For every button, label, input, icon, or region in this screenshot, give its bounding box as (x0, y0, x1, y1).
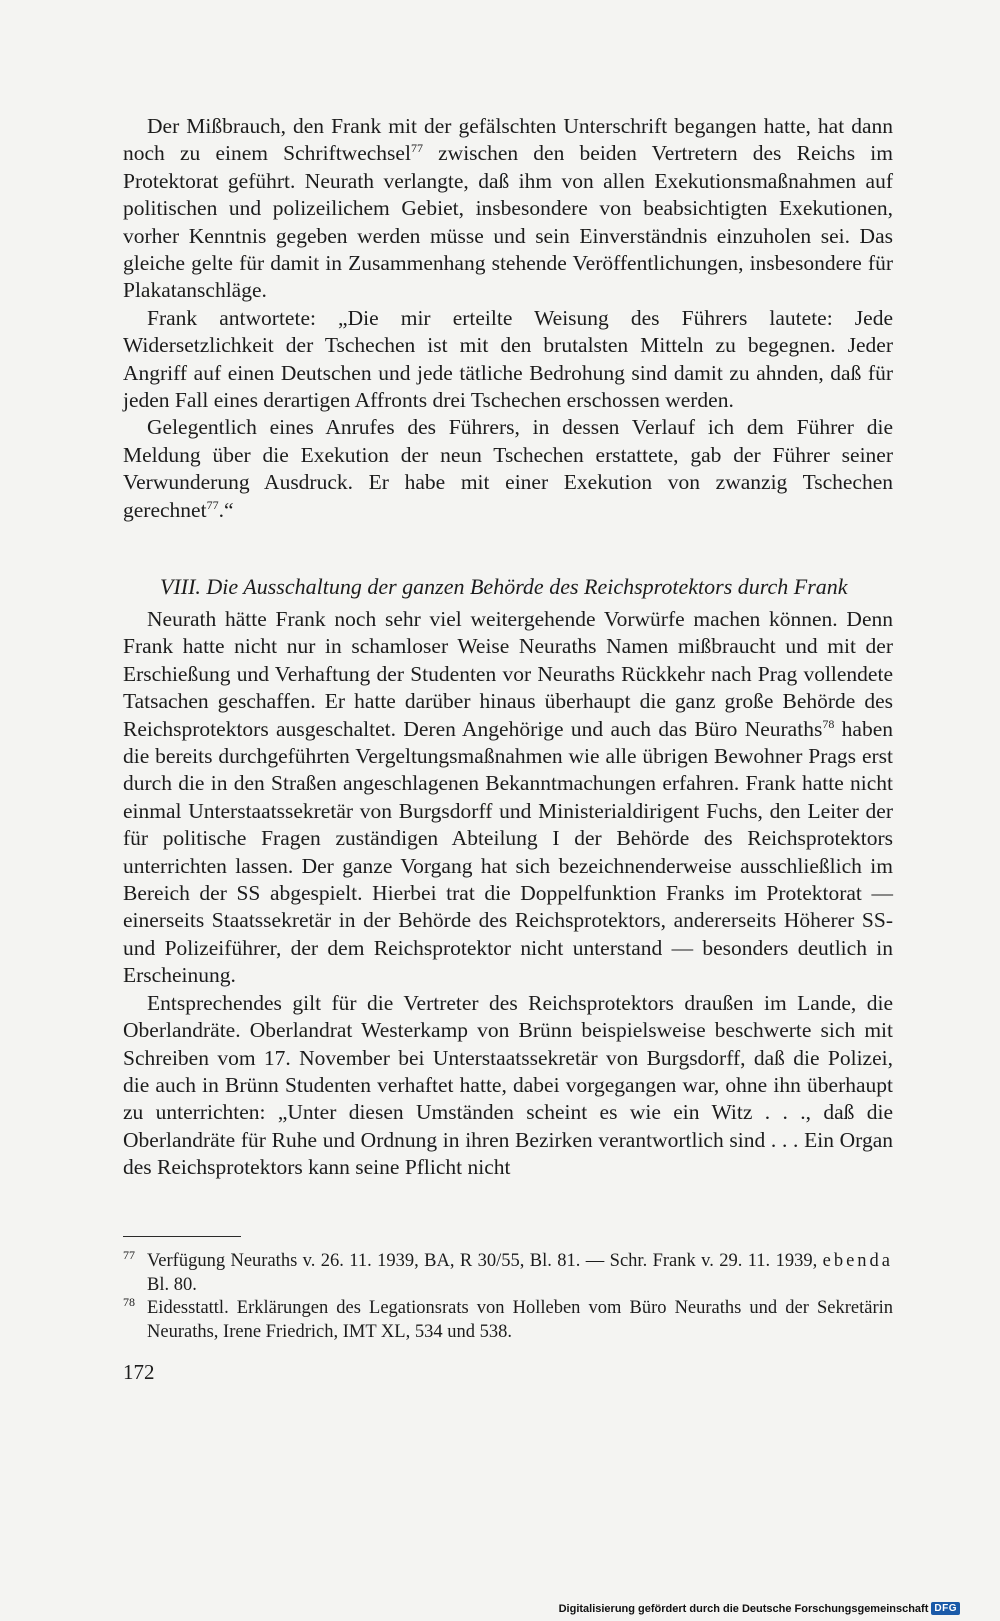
dfg-logo: DFG (931, 1602, 960, 1615)
paragraph: Der Mißbrauch, den Frank mit der gefälschten Unterschrift begangen hatte, hat dann noch zu einem Schriftwechsel$^{77}$ zwischen den beiden Vertretern des Reichs im Protektorat geführt. Neurath verlangte, daß ihm von allen Exekutionsmaßnahmen auf politischen und polizeilichem Gebiet, insbesondere von beabsichtigten Exekutionen, vorher Kenntnis gegeben werden müsse und sein Einverständnis einzuholen sei. Das gleiche gelte für damit in Zusammenhang stehende Veröffentlichungen, insbesondere für Plakatanschläge. (123, 114, 893, 303)
footnote-ref[interactable]: 77 (206, 497, 219, 512)
body-text-top (123, 113, 893, 524)
footnote-ref[interactable]: 77 (410, 141, 423, 156)
paragraph: Entsprechendes gilt für die Vertreter des Reichsprotektors draußen im Lande, die Oberlandräte. Oberlandrat Westerkamp von Brünn beispielsweise beschwerte sich mit Schreiben vom 17. November bei Unterstaatssekretär von Burgsdorff, daß die Polizei, die auch in Brünn Studenten verhaftet hatte, dabei vorgegangen war, ohne ihn überhaupt zu unterrichten: „Unter diesen Umständen scheint es wie ein Witz . . ., daß die Oberlandräte für Ruhe und Ordnung in ihren Bezirken verantwortlich sind . . . Ein Organ des Reichsprotektors kann seine Pflicht nicht (123, 990, 893, 1180)
section-heading: VIII. Die Ausschaltung der ganzen Behörde des Reichsprotektors durch Frank (160, 574, 848, 599)
paragraph: Frank antwortete: „Die mir erteilte Weisung des Führers lautete: Jede Widersetzlichkeit der Tschechen ist mit den brutalsten Mitteln zu begegnen. Jeder Angriff auf einen Deutschen und jede tätliche Bedrohung sind damit zu ahnden, daß für jeden Fall eines derartigen Affronts drei Tschechen erschossen werden. (123, 305, 893, 413)
footnotes (123, 1247, 893, 1344)
footnote: 78 Eidesstattl. Erklärungen des Legationsrats von Holleben vom Büro Neuraths und der Sekretärin Neuraths, Irene Friedrich, IMT XL, 534 und 538. (123, 1294, 893, 1342)
page-number: 172 (123, 1360, 155, 1384)
footnote-divider (123, 1236, 241, 1237)
body-text-bottom (123, 606, 893, 1182)
credit-text: Digitalisierung gefördert durch die Deutsche Forschungsgemeinschaft (558, 1602, 929, 1615)
footnote: 77 Verfügung Neuraths v. 26. 11. 1939, BA, R 30/55, Bl. 81. — Schr. Frank v. 29. 11. 1939, ebenda Bl. 80. (123, 1247, 893, 1295)
digitization-credit (559, 1602, 960, 1615)
paragraph: Gelegentlich eines Anrufes des Führers, in dessen Verlauf ich dem Führer die Meldung über die Exekution der neun Tschechen erstattete, gab der Führer seiner Verwunderung Ausdruck. Er habe mit einer Exekution von zwanzig Tschechen gerechnet$^{77}$.“ (123, 415, 893, 522)
footnote-ref[interactable]: 78 (822, 716, 835, 731)
paragraph: Neurath hätte Frank noch sehr viel weitergehende Vorwürfe machen können. Denn Frank hatte nicht nur in schamloser Weise Neuraths Namen mißbraucht und mit der Erschießung und Verhaftung der Studenten vor Neuraths Rückkehr nach Prag vollendete Tatsachen geschaffen. Er hatte darüber hinaus überhaupt die ganz große Behörde des Reichsprotektors ausgeschaltet. Deren Angehörige und auch das Büro Neuraths$^{78}$ haben die bereits durchgeführten Vergeltungsmaßnahmen wie alle übrigen Bewohner Prags erst durch die in den Straßen angeschlagenen Bekanntmachungen erfahren. Frank hatte nicht einmal Unterstaatssekretär von Burgsdorff und Ministerialdirigent Fuchs, den Leiter der für politische Fragen zuständigen Abteilung I der Behörde des Reichsprotektors unterrichten lassen. Der ganze Vorgang hat sich bezeichnenderweise ausschließlich im Bereich der SS abgespielt. Hierbei trat die Doppelfunktion Franks im Protektorat — einerseits Staatssekretär in der Behörde des Reichsprotektors, andererseits Höherer SS- und Polizeiführer, der dem Reichsprotektor nicht unterstand — besonders deutlich in Erscheinung. (123, 607, 894, 988)
